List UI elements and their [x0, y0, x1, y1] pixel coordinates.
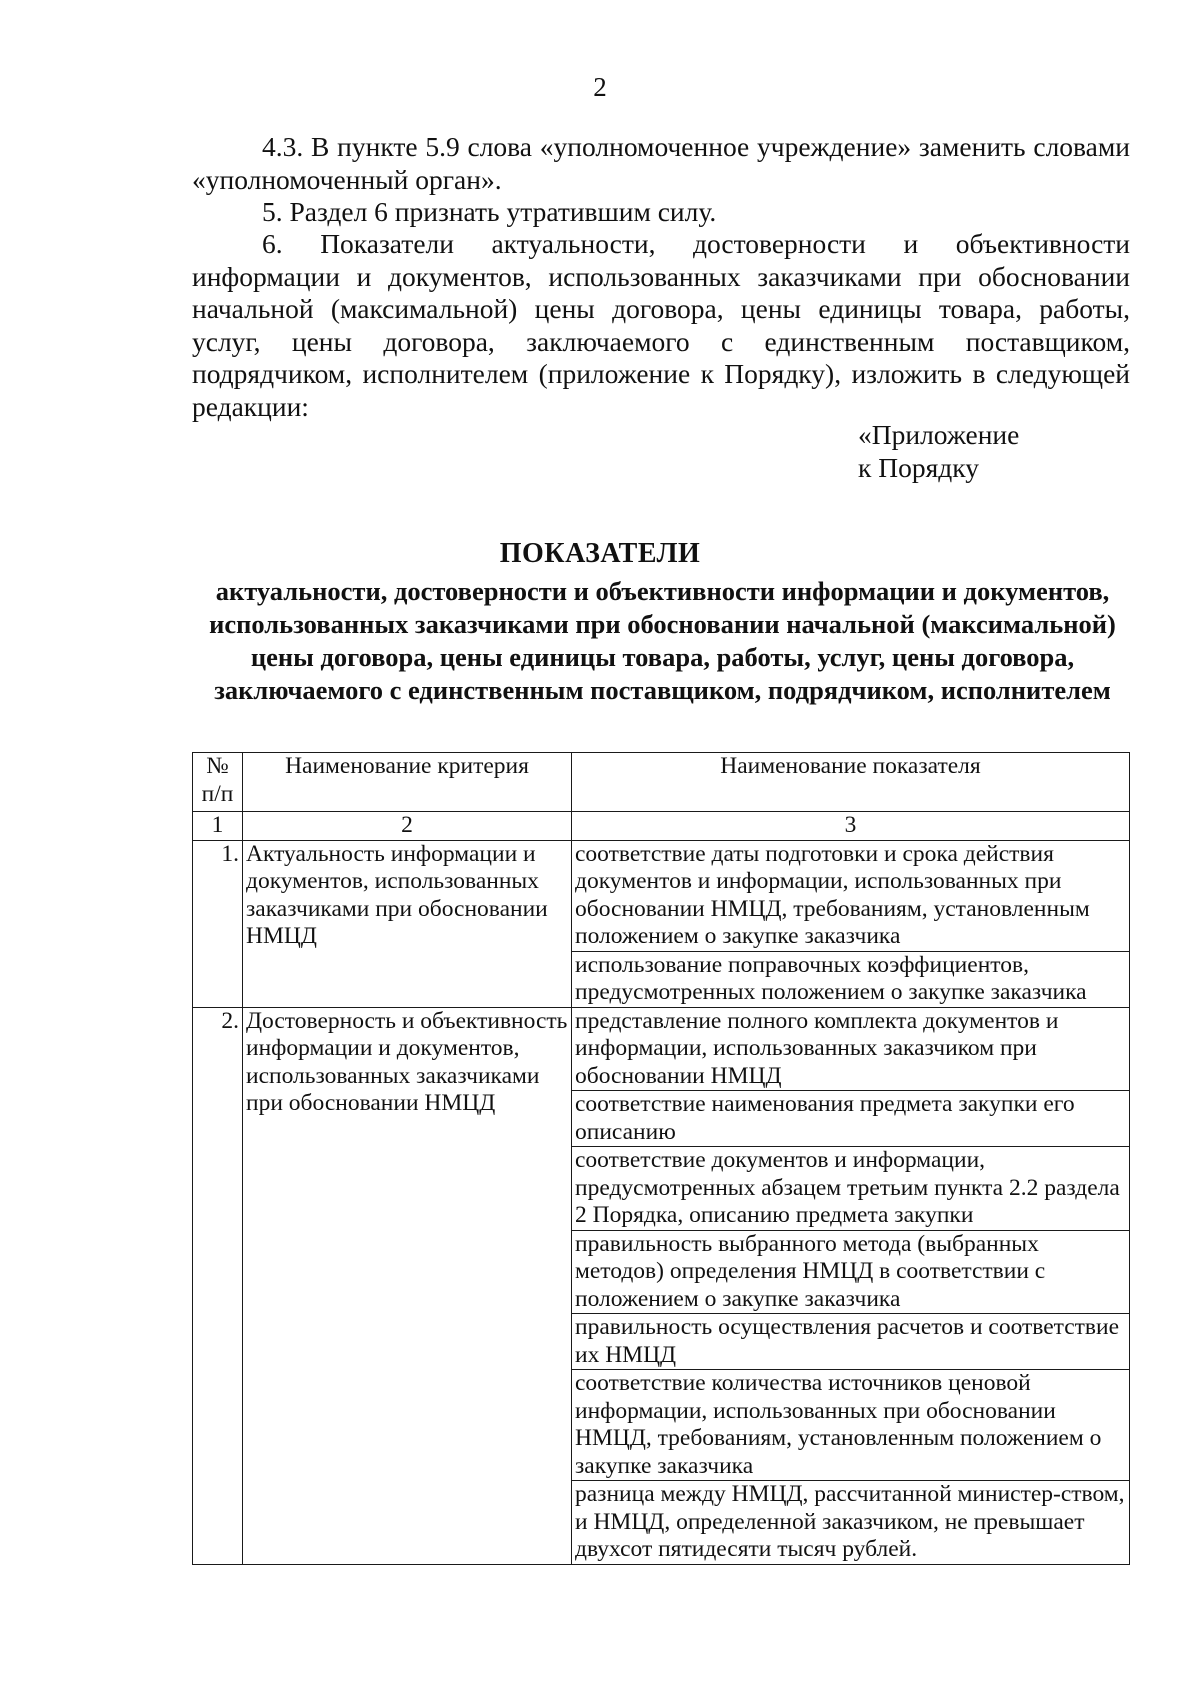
col-number-2: 2 [243, 812, 572, 841]
header-number: № п/п [193, 753, 243, 812]
appendix-line-2: к Порядку [858, 452, 979, 483]
paragraph-6-text: Показатели актуальности, достоверности и объективности информации и документов, использованных заказчиками при обосновании начальной (максимальной) цены договора, цены единицы товара, работы, услуг, цены договора, заключаемого с единственным поставщиком, подрядчиком, исполнителем (приложение к Порядку), изложить в следующей редакции: [192, 228, 1131, 422]
col-number-1: 1 [193, 812, 243, 841]
indicator-cell: разница между НМЦД, рассчитанной министер-ством, и НМЦД, определенной заказчиком, не превышает двухсот пятидесяти тысяч рублей. [572, 1481, 1130, 1565]
indicator-cell: использование поправочных коэффициентов, предусмотренных положением о закупке заказчика [572, 951, 1130, 1007]
indicator-cell: соответствие даты подготовки и срока действия документов и информации, использованных при обосновании НМЦД, требованиям, установленным положением о закупке заказчика [572, 840, 1130, 951]
indicator-cell: соответствие документов и информации, предусмотренных абзацем третьим пункта 2.2 раздела 2 Порядка, описанию предмета закупки [572, 1147, 1130, 1231]
document-title: ПОКАЗАТЕЛИ [499, 538, 701, 569]
header-criterion: Наименование критерия [243, 753, 572, 812]
appendix-label [858, 418, 1019, 484]
row-number: 2. [193, 1007, 243, 1564]
indicator-cell: правильность выбранного метода (выбранных методов) определения НМЦД в соответствии с положением о закупке заказчика [572, 1230, 1130, 1314]
criterion-cell: Актуальность информации и документов, использованных заказчиками при обосновании НМЦД [243, 840, 572, 1007]
indicator-cell: правильность осуществления расчетов и соответствие их НМЦД [572, 1314, 1130, 1370]
indicator-cell: соответствие наименования предмета закупки его описанию [572, 1091, 1130, 1147]
header-indicator: Наименование показателя [572, 753, 1130, 812]
appendix-line-1: «Приложение [858, 419, 1020, 450]
page-number: 2 [593, 72, 607, 102]
paragraph-6 [192, 228, 1130, 423]
column-number-row [193, 812, 1130, 841]
document-subtitle: актуальности, достоверности и объективности информации и документов, использованных заказчиками при обосновании начальной (максимальной) цены договора, цены единицы товара, работы, услуг, цены договора, заключаемого с единственным поставщиком, подрядчиком, исполнителем [209, 576, 1116, 705]
indicator-cell: представление полного комплекта документов и информации, использованных заказчиком при обосновании НМЦД [572, 1007, 1130, 1091]
indicator-cell: соответствие количества источников ценовой информации, использованных при обосновании НМЦД, требованиям, установленным положением о закупке заказчика [572, 1370, 1130, 1481]
row-number: 1. [193, 840, 243, 1007]
paragraph-6-number: 6. [262, 228, 283, 259]
col-number-3: 3 [572, 812, 1130, 841]
paragraph-5-text: 5. Раздел 6 признать утратившим силу. [262, 196, 717, 227]
paragraph-5 [192, 196, 1130, 229]
table-row [193, 840, 1130, 951]
paragraph-4-3-number: 4.3. [262, 131, 304, 162]
table-header-row [193, 753, 1130, 812]
paragraph-4-3-text: В пункте 5.9 слова «уполномоченное учреждение» заменить словами «уполномоченный орган». [192, 131, 1130, 195]
table-row [193, 1007, 1130, 1091]
criterion-cell: Достоверность и объективность информации и документов, использованных заказчиками при обосновании НМЦД [243, 1007, 572, 1564]
criteria-table [192, 752, 1130, 1565]
paragraph-4-3 [192, 131, 1130, 196]
